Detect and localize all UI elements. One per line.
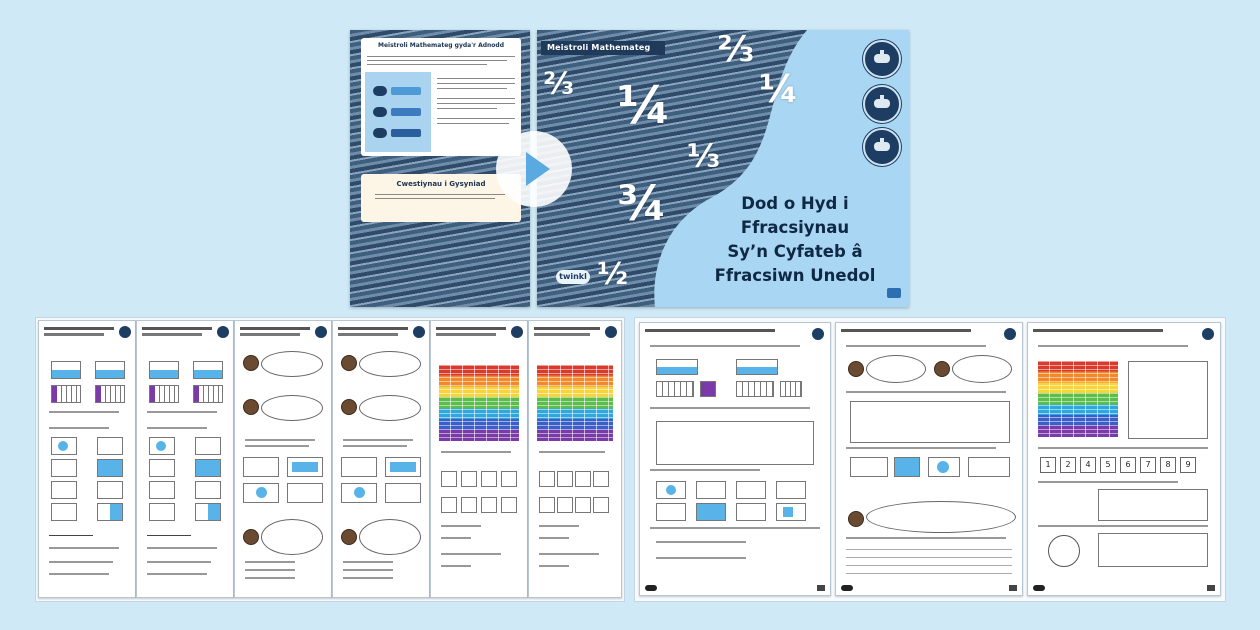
text-line (437, 83, 515, 84)
character-avatar (243, 529, 259, 545)
slide-title-line-4: Ffracsiwn Unedol (714, 266, 876, 285)
text-line (650, 345, 800, 347)
shape-box (341, 457, 377, 477)
character-avatar (934, 361, 950, 377)
shape-box (243, 457, 279, 477)
number-card: 9 (1180, 457, 1196, 473)
shape-box (195, 481, 221, 499)
grid-model (149, 385, 179, 403)
shape-box (51, 481, 77, 499)
fraction-decoration: ⅔ (543, 67, 575, 102)
footer-mark (1009, 585, 1017, 591)
shape-box (149, 437, 175, 455)
writing-line (846, 549, 1012, 550)
shape-box (736, 481, 766, 499)
logo-icon (217, 326, 229, 338)
text-line (1038, 447, 1208, 449)
text-line (437, 103, 515, 104)
worksheet-group-left (35, 317, 625, 602)
text-line (49, 411, 119, 413)
shape-box (97, 481, 123, 499)
text-line (49, 547, 119, 549)
fraction-decoration: ¾ (617, 176, 667, 232)
worksheet-thumbnail[interactable] (38, 320, 136, 598)
play-icon[interactable] (496, 131, 572, 207)
shape-box (51, 437, 77, 455)
grid-model (51, 385, 81, 403)
text-line (343, 561, 393, 563)
fraction-wall (439, 365, 519, 441)
number-card: 2 (1060, 457, 1076, 473)
sheet-title (44, 327, 114, 330)
text-line (539, 537, 569, 539)
text-line (1038, 525, 1208, 527)
text-line (1038, 481, 1178, 483)
shape-box (776, 481, 806, 499)
answer-box (501, 497, 517, 513)
shape-box (287, 457, 323, 477)
text-line (650, 469, 760, 471)
text-line (147, 573, 207, 575)
answer-box (575, 497, 591, 513)
text-line (147, 427, 207, 429)
worksheet-thumbnail[interactable] (430, 320, 528, 598)
shape-box (385, 483, 421, 503)
number-line (147, 535, 191, 536)
level-pill-3b (391, 129, 421, 137)
text-line (437, 108, 497, 109)
speech-bubble (359, 395, 421, 421)
character-avatar (341, 355, 357, 371)
shape-box (928, 457, 960, 477)
answer-box (656, 421, 814, 465)
grid-model (780, 381, 802, 397)
text-line (49, 561, 113, 563)
character-avatar (243, 399, 259, 415)
sheet-title (436, 327, 506, 330)
text-line (343, 577, 393, 579)
speech-bubble (359, 351, 421, 377)
text-line (437, 78, 515, 79)
shape-box (51, 459, 77, 477)
fraction-wall (537, 365, 613, 441)
text-line (367, 56, 515, 57)
answer-box (850, 401, 1010, 443)
sheet-title (240, 327, 310, 330)
speech-bubble (952, 355, 1012, 383)
level-pill-3 (373, 128, 387, 138)
shape-box (894, 457, 920, 477)
slide-panel-top (361, 38, 521, 156)
text-line (343, 445, 407, 447)
grid-model (736, 381, 774, 397)
twinkl-logo: twinkl (556, 270, 590, 284)
level-pill-2 (373, 107, 387, 117)
shape-box (97, 503, 123, 521)
fraction-equation (1042, 491, 1092, 517)
text-line (846, 391, 1006, 393)
shape-box (195, 437, 221, 455)
shape-box (149, 459, 175, 477)
shape-box (776, 503, 806, 521)
text-line (539, 565, 569, 567)
text-line (49, 427, 109, 429)
shape-box (195, 503, 221, 521)
sheet-title (841, 329, 971, 332)
text-line (539, 525, 579, 527)
slide-title (690, 192, 900, 288)
speech-bubble (866, 501, 1016, 533)
worksheet-thumbnail[interactable] (332, 320, 430, 598)
logo-icon (511, 326, 523, 338)
bar-model (51, 361, 81, 379)
shape-box (968, 457, 1010, 477)
sheet-subtitle (338, 333, 398, 336)
worksheet-thumbnail[interactable] (136, 320, 234, 598)
text-line (539, 553, 599, 555)
shape-box (696, 503, 726, 521)
answer-box (481, 471, 497, 487)
answer-box (441, 471, 457, 487)
grid-model (700, 381, 716, 397)
text-line (437, 98, 515, 99)
sheet-subtitle (534, 333, 590, 336)
logo-icon (605, 326, 617, 338)
shape-box (195, 459, 221, 477)
footer-mark (1207, 585, 1215, 591)
slide-title-line-1: Dod o Hyd i (741, 194, 849, 213)
shape-box (97, 459, 123, 477)
slide-panel-bottom-title: Cwestiynau i Gysyniad (396, 180, 486, 188)
writing-line (846, 565, 1012, 566)
shape-box (97, 437, 123, 455)
bar-model (736, 359, 778, 375)
shape-box (287, 483, 323, 503)
text-line (245, 569, 295, 571)
number-line (49, 535, 93, 536)
sheet-title (534, 327, 600, 330)
bar-model (95, 361, 125, 379)
text-line (650, 407, 810, 409)
worksheet-thumbnail[interactable] (528, 320, 622, 598)
shape-box (850, 457, 888, 477)
footer-logo (645, 585, 657, 591)
fraction-decoration: ⅔ (717, 30, 755, 70)
speech-bubble (866, 355, 926, 383)
number-card: 1 (1040, 457, 1056, 473)
text-line (441, 537, 471, 539)
text-line (245, 439, 315, 441)
grid-model (95, 385, 125, 403)
character-avatar (848, 511, 864, 527)
number-card: 5 (1100, 457, 1116, 473)
fraction-wall (1038, 361, 1118, 437)
text-line (375, 198, 495, 199)
small-corner-logo (887, 288, 901, 298)
shape-box (385, 457, 421, 477)
shape-box (51, 503, 77, 521)
worksheet-thumbnail[interactable] (835, 322, 1023, 596)
text-line (245, 577, 295, 579)
fraction-decoration: ¼ (617, 76, 671, 136)
text-line (441, 525, 481, 527)
submarine-icon (863, 85, 901, 123)
answer-box (1098, 489, 1208, 521)
text-line (846, 537, 1006, 539)
shape-box (341, 483, 377, 503)
text-line (441, 451, 511, 453)
speech-bubble (261, 519, 323, 555)
speech-bubble (261, 351, 323, 377)
footer-mark (817, 585, 825, 591)
number-card: 4 (1080, 457, 1096, 473)
text-line (245, 561, 295, 563)
text-line (656, 557, 746, 559)
submarine-icon (863, 40, 901, 78)
shape-box (696, 481, 726, 499)
shape-box (736, 503, 766, 521)
text-line (846, 447, 996, 449)
text-line (437, 88, 507, 89)
number-card: 6 (1120, 457, 1136, 473)
sheet-title (1033, 329, 1163, 332)
footer-logo (1033, 585, 1045, 591)
logo-icon (413, 326, 425, 338)
sheet-subtitle (142, 333, 202, 336)
fraction-decoration: ¼ (759, 67, 799, 111)
logo-icon (812, 328, 824, 340)
answer-box (1098, 533, 1208, 567)
logo-icon (119, 326, 131, 338)
logo-icon (315, 326, 327, 338)
bar-model (656, 359, 698, 375)
slide-panel-inner-box (365, 72, 431, 152)
text-line (656, 541, 746, 543)
text-line (441, 565, 471, 567)
shape-box (149, 481, 175, 499)
shape-box (243, 483, 279, 503)
sheet-title (142, 327, 212, 330)
worksheet-thumbnail[interactable] (234, 320, 332, 598)
worksheet-thumbnail[interactable] (639, 322, 831, 596)
sheet-title (645, 329, 775, 332)
answer-box (593, 471, 609, 487)
shape-box (149, 503, 175, 521)
fraction-decoration: ⅓ (687, 137, 721, 175)
answer-box (575, 471, 591, 487)
text-line (1038, 345, 1188, 347)
logo-icon (1202, 328, 1214, 340)
answer-box (539, 497, 555, 513)
sheet-title (338, 327, 408, 330)
text-line (846, 345, 986, 347)
answer-box (461, 497, 477, 513)
circle-diagram (1048, 535, 1080, 567)
worksheet-thumbnail[interactable] (1027, 322, 1221, 596)
sheet-subtitle (436, 333, 496, 336)
answer-box (481, 497, 497, 513)
slide-panel-top-title: Meistroli Mathemateg gyda'r Adnodd (377, 42, 505, 49)
answer-box (557, 471, 573, 487)
number-card: 7 (1140, 457, 1156, 473)
submarine-icon (863, 128, 901, 166)
answer-box (461, 471, 477, 487)
speech-bubble (261, 395, 323, 421)
text-line (245, 445, 309, 447)
answer-box (539, 471, 555, 487)
character-avatar (848, 361, 864, 377)
grid-model (656, 381, 694, 397)
text-line (437, 123, 509, 124)
character-avatar (243, 355, 259, 371)
text-line (375, 194, 505, 195)
answer-box (593, 497, 609, 513)
shape-box (656, 481, 686, 499)
slide-title-line-2: Ffracsiynau (740, 218, 850, 237)
writing-line (846, 573, 1012, 574)
text-line (650, 527, 820, 529)
worksheet-group-right (634, 317, 1226, 602)
fraction-decoration: ½ (597, 257, 629, 292)
speech-bubble (359, 519, 421, 555)
answer-box (501, 471, 517, 487)
footer-logo (841, 585, 853, 591)
text-line (147, 561, 211, 563)
character-avatar (341, 529, 357, 545)
text-line (343, 569, 393, 571)
level-pill-2b (391, 108, 421, 116)
answer-box (557, 497, 573, 513)
logo-icon (1004, 328, 1016, 340)
character-avatar (341, 399, 357, 415)
bar-model (193, 361, 223, 379)
text-line (441, 553, 501, 555)
slide-tag: Meistroli Mathemateg (541, 41, 665, 55)
text-line (367, 64, 487, 65)
sheet-subtitle (44, 333, 104, 336)
text-line (343, 439, 413, 441)
answer-box (1128, 361, 1208, 439)
text-line (147, 411, 217, 413)
slide-panel-bottom (361, 174, 521, 222)
text-line (367, 60, 507, 61)
text-line (147, 547, 217, 549)
grid-model (193, 385, 223, 403)
writing-line (846, 557, 1012, 558)
number-card: 8 (1160, 457, 1176, 473)
level-pill-1b (391, 87, 421, 95)
level-pill-1 (373, 86, 387, 96)
slide-title-line-3: Sy’n Cyfateb â (727, 242, 863, 261)
answer-box (441, 497, 457, 513)
sheet-subtitle (240, 333, 300, 336)
text-line (49, 573, 109, 575)
shape-box (656, 503, 686, 521)
text-line (539, 451, 605, 453)
text-line (437, 118, 515, 119)
bar-model (149, 361, 179, 379)
